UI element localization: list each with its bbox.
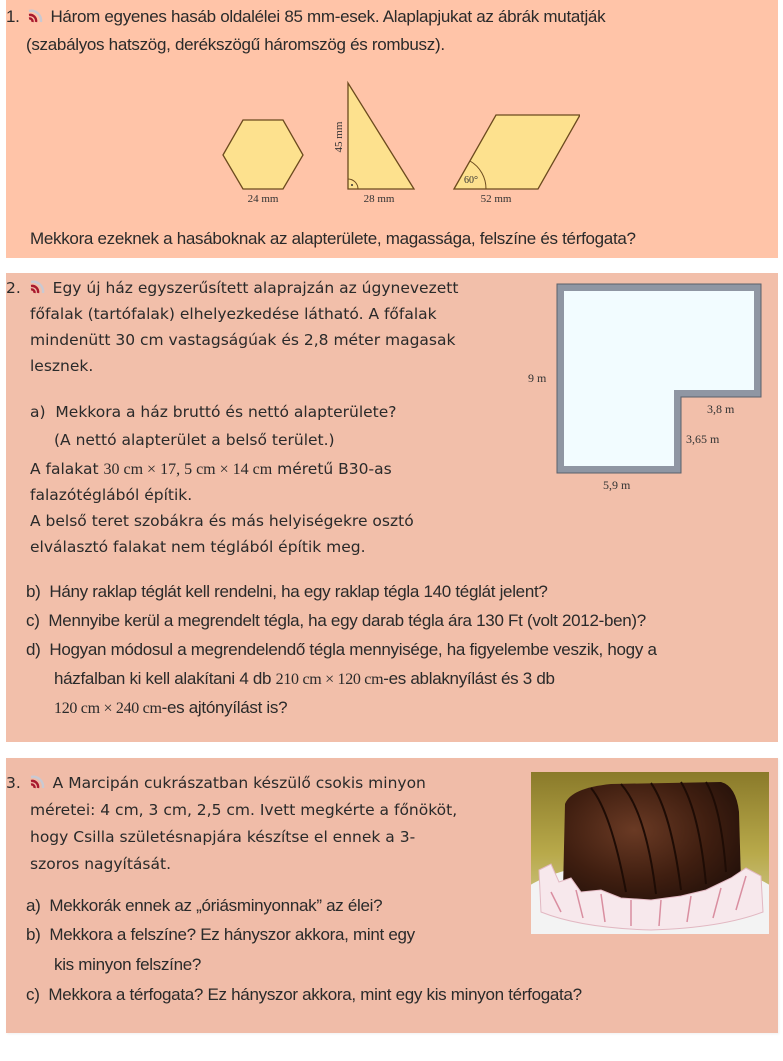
plan-step-side-label: 3,65 m [686,432,720,446]
question-a-text: Mekkora a ház bruttó és nettó alapterülete? [55,403,397,421]
floor-plan-interior [564,291,754,466]
audio-speaker-icon[interactable] [28,277,46,293]
question-b-text: Mekkora a felszíne? Ez hányszor akkora, mint egy [49,925,415,944]
brick-dimensions: 30 cm × 17, 5 cm × 14 cm [103,461,273,478]
right-triangle-shape [348,83,414,189]
task-3-line-1 [6,770,426,796]
task-2-panel [6,273,778,742]
task-3-intro-line-3: hogy Csilla születésnapjára készítse el ennek a 3- [30,828,416,846]
brick-text-pre: A falakat [30,460,104,478]
audio-speaker-icon[interactable] [26,6,44,22]
window-dimensions: 210 cm × 120 cm [275,671,384,688]
audio-speaker-icon[interactable] [28,772,46,788]
task-2-question-c [26,608,646,634]
task-3-intro-line-1: A Marcipán cukrászatban készülő csokis minyon [52,774,426,792]
hexagon-shape [223,120,303,189]
question-c-label: c) [26,985,40,1004]
rhombus-side-label: 52 mm [480,193,512,205]
question-c-text: Mekkora a térfogata? Ez hányszor akkora, mint egy kis minyon térfogata? [48,985,582,1004]
plan-step-top-label: 3,8 m [707,402,735,416]
hexagon-label: 24 mm [247,193,279,205]
task-1-question: Mekkora ezeknek a hasáboknak az alapterülete, magassága, felszíne és térfogata? [30,229,636,248]
question-b-label: b) [26,582,41,601]
task-2-intro-line-4: lesznek. [30,357,94,375]
task-3-intro-line-2: méretei: 4 cm, 3 cm, 2,5 cm. Ivett megkérte a főnököt, [30,801,458,819]
minyon-photo [531,772,769,934]
task-2-brick-line-2: falazótéglából építik. [30,486,193,504]
d-line-2-pre: házfalban ki kell alakítani 4 db [54,669,276,688]
task-1-panel [6,0,778,258]
floor-plan-diagram [500,275,778,500]
question-b-label: b) [26,925,41,944]
question-a-label: a) [30,403,46,421]
task-3-intro-line-4: szoros nagyítását. [30,855,172,873]
triangle-base-label: 28 mm [363,193,395,205]
triangle-height-label: 45 mm [333,121,345,153]
question-a-label: a) [26,896,41,915]
task-2-intro-line-1: Egy új ház egyszerűsített alaprajzán az úgynevezett [52,279,459,297]
task-3-panel [6,758,778,1033]
task-1-line-1 [6,4,605,30]
plan-bottom-label: 5,9 m [603,478,631,492]
task-3-question-b-line-2: kis minyon felszíne? [54,955,202,974]
d-line-3-post: -es ajtónyílást is? [161,698,288,717]
task-2-intro-line-3: mindenütt 30 cm vastagságúak és 2,8 méter magasak [30,331,456,349]
question-b-text: Hány raklap téglát kell rendelni, ha egy raklap tégla 140 téglát jelent? [49,582,548,601]
task-2-question-a [30,399,397,425]
task-2-question-d-line-2 [54,666,555,693]
door-dimensions: 120 cm × 240 cm [54,700,162,717]
task-2-question-d [26,637,657,663]
rhombus-angle-label: 60° [464,175,478,186]
task-2-intro-line-2: főfalak (tartófalak) elhelyezkedése látható. A főfalak [30,305,437,323]
task-1-figures [200,75,580,215]
question-d-label: d) [26,640,41,659]
task-2-inner-line-1: A belső teret szobákra és más helyiségekre osztó [30,512,414,530]
question-a-text: Mekkorák ennek az „óriásminyonnak” az élei? [49,896,383,915]
task-2-number: 2. [6,279,21,297]
task-2-question-a-note: (A nettó alapterület a belső terület.) [54,431,335,449]
task-3-question-b [26,922,415,948]
task-2-question-d-line-3 [54,695,287,722]
task-3-question-c [26,982,582,1008]
task-1-text-line-2: (szabályos hatszög, derékszögű háromszög és rombusz). [26,35,445,54]
task-2-inner-line-2: elválasztó falakat nem téglából építik meg. [30,538,366,556]
task-2-question-b [26,579,548,605]
task-2-brick-line-1 [30,456,392,483]
task-1-number: 1. [6,7,20,26]
task-2-line-1 [6,275,458,301]
d-line-2-post: -es ablaknyílást és 3 db [383,669,555,688]
question-c-label: c) [26,611,40,630]
plan-left-label: 9 m [528,371,547,385]
task-3-question-a [26,893,382,919]
question-c-text: Mennyibe kerül a megrendelt tégla, ha egy darab tégla ára 130 Ft (volt 2012-ben)? [48,611,646,630]
task-1-text-line-1: Három egyenes hasáb oldalélei 85 mm-esek. Alaplapjukat az ábrák mutatják [50,7,606,26]
task-3-number: 3. [6,774,21,792]
question-d-text: Hogyan módosul a megrendelendő tégla mennyisége, ha figyelembe veszik, hogy a [49,640,657,659]
brick-text-post: méretű B30-as [272,460,392,478]
